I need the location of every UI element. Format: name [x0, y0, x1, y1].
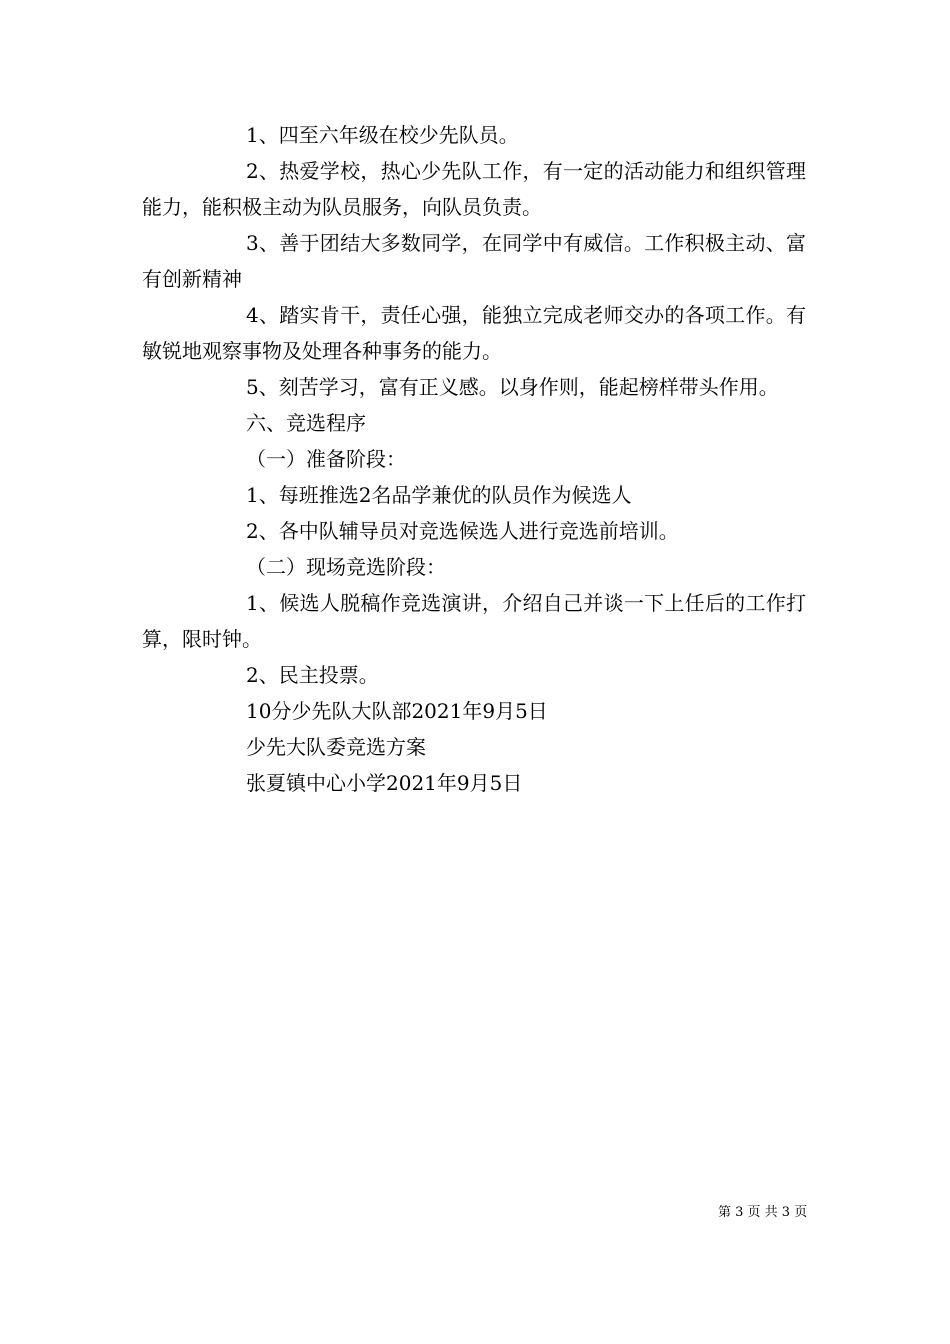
paragraph-live-election-2: 2、民主投票。: [246, 663, 379, 687]
subheading-live-election: （二）现场竞选阶段：: [246, 555, 446, 579]
paragraph-requirement-1: 1、四至六年级在校少先队员。: [246, 123, 519, 147]
signature-line-brigade: 10分少先队大队部2021年9月5日: [246, 699, 548, 723]
page-number-footer: 第 3 页 共 3 页: [718, 1205, 808, 1220]
subheading-preparation: （一）准备阶段：: [246, 447, 406, 471]
paragraph-requirement-3: 3、善于团结大多数同学，在同学中有威信。工作积极主动、富有创新精神: [142, 231, 806, 291]
document-body: [142, 117, 806, 801]
paragraph-requirement-5: 5、刻苦学习，富有正义感。以身作则，能起榜样带头作用。: [246, 375, 779, 399]
section-heading-procedure: 六、竞选程序: [246, 411, 366, 435]
paragraph-live-election-1: 1、候选人脱稿作竞选演讲，介绍自己并谈一下上任后的工作打算，限时钟。: [142, 591, 806, 651]
paragraph-preparation-2: 2、各中队辅导员对竞选候选人进行竞选前培训。: [246, 519, 679, 543]
document-title-line: 少先大队委竞选方案: [246, 735, 426, 759]
paragraph-preparation-1: 1、每班推选2名品学兼优的队员作为候选人: [246, 483, 632, 507]
paragraph-requirement-2: 2、热爱学校，热心少先队工作，有一定的活动能力和组织管理能力，能积极主动为队员服务，向队员负责。: [142, 159, 806, 219]
paragraph-requirement-4: 4、踏实肯干，责任心强，能独立完成老师交办的各项工作。有敏锐地观察事物及处理各种事务的能力。: [142, 303, 806, 363]
signature-line-school: 张夏镇中心小学2021年9月5日: [246, 771, 523, 795]
